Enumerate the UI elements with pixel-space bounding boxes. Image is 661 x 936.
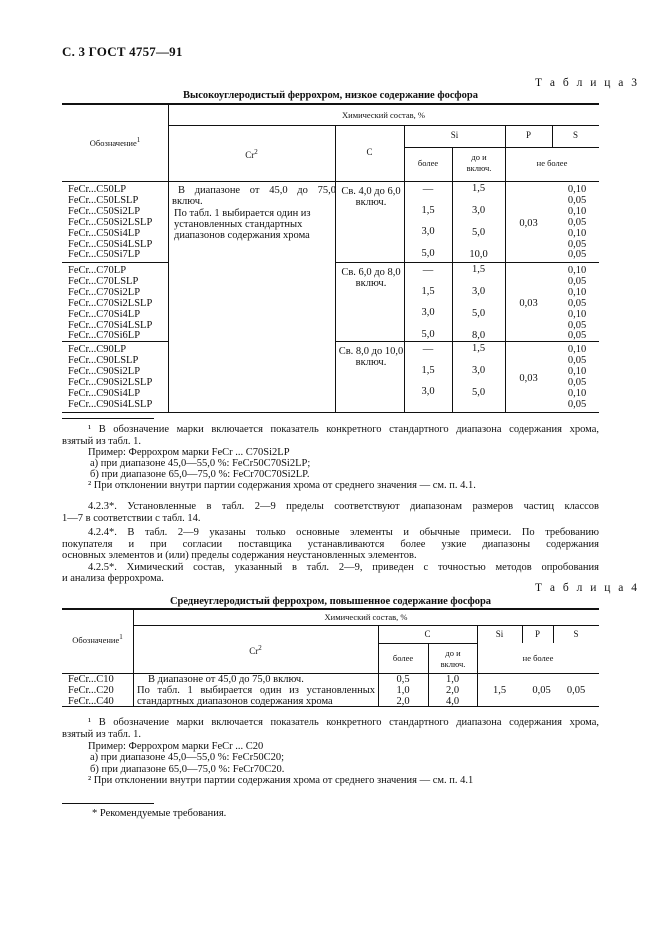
footnote-text: Пример: Феррохром марки FeCr ... C20 (88, 741, 264, 752)
grade-designation: FeCr...C70Si2LP (68, 286, 141, 298)
grade-designation: FeCr...C50LSLP (68, 194, 139, 206)
c-range: включ. (355, 197, 387, 208)
p-value: 0,03 (519, 217, 538, 229)
si-more: — (422, 344, 434, 355)
footnote-ref: 2 (254, 148, 258, 156)
footnote-text: взятый из табл. 1. (62, 729, 142, 740)
paragraph-line: покупателя и при согласии поставщика устанавливаются более узкие диапазоны содержания (62, 539, 599, 550)
s-value: 0,05 (567, 319, 587, 331)
c-upto: 4,0 (445, 696, 460, 707)
cr-range-text: В диапазоне от 45,0 до 75,0 включ. (148, 674, 304, 685)
bottom-note: * Рекомендуемые требования. (92, 808, 227, 819)
grade-designation: FeCr...C70Si4LP (68, 308, 141, 320)
footnote-ref: 1 (136, 136, 141, 144)
si-more: — (422, 265, 434, 276)
grade-designation: FeCr...C70LP (68, 265, 127, 276)
si-more: 5,0 (421, 248, 435, 259)
col-chem-composition: Химический состав, % (324, 612, 408, 622)
col-cr: Cr$^2$ (245, 148, 258, 160)
footnote-text: ² При отклонении внутри партии содержания хрома от среднего значения — см. п. 4.1 (88, 775, 474, 786)
col-si: Si (495, 629, 504, 639)
s-value: 0,05 (567, 275, 587, 287)
table-rule (335, 262, 599, 263)
col-designation: Обозначение$^1$ (89, 136, 141, 148)
si-upto: 3,0 (471, 205, 486, 216)
paragraph-line: 1—7 в соответствии с табл. 14. (62, 513, 201, 524)
table4-title: Среднеуглеродистый феррохром, повышенное содержание фосфора (169, 596, 492, 607)
s-value: 0,05 (566, 685, 586, 696)
cr-range-text: установленных стандартных (174, 219, 303, 230)
si-upto: 5,0 (471, 387, 486, 398)
p-value: 0,05 (532, 685, 551, 696)
cr-range-text: В диапазоне от 45,0 до 75,0 (178, 185, 336, 196)
footnote-ref: 2 (258, 644, 262, 652)
s-value: 0,10 (567, 365, 587, 377)
s-value: 0,10 (567, 308, 587, 320)
col-c: C (424, 629, 431, 639)
c-range: включ. (355, 278, 387, 289)
grade-designation: FeCr...C50Si4LP (68, 227, 141, 239)
si-more: 3,0 (421, 307, 435, 318)
grade-designation: FeCr...C50Si2LSLP (68, 216, 153, 228)
footnote-text: ¹ В обозначение марки включается показатель конкретного стандартного диапазона содержания хрома, (88, 717, 599, 728)
s-value: 0,10 (567, 184, 587, 195)
table4-label: Т а б л и ц а 4 (535, 582, 640, 594)
col-s: S (572, 130, 578, 140)
cr-range-text: По табл. 1 выбирается один из установленных (137, 685, 375, 696)
footnote-text: взятый из табл. 1. (62, 436, 142, 447)
table3-title: Высокоуглеродистый феррохром, низкое содержание фосфора (183, 90, 478, 101)
grade-designation: FeCr...C70LSLP (68, 275, 139, 287)
si-more: 1,5 (421, 365, 435, 376)
cr-range-text: По табл. 1 выбирается один из (174, 208, 311, 219)
c-upto: 2,0 (445, 685, 460, 696)
col-notmore: не более (536, 158, 568, 168)
c-more: 0,5 (396, 674, 410, 685)
page-header: С. 3 ГОСТ 4757—91 (62, 44, 183, 59)
footnote-text: а) при диапазоне 45,0—55,0 %: FeCr50C20; (90, 752, 284, 763)
footnote-text: б) при диапазоне 65,0—75,0 %: FeCr70C20. (90, 764, 285, 775)
s-value: 0,05 (567, 398, 587, 410)
s-value: 0,05 (567, 354, 587, 366)
c-more: 1,0 (396, 685, 410, 696)
grade-designation: FeCr...C90Si4LSLP (68, 398, 153, 410)
s-value: 0,10 (567, 387, 587, 399)
c-range: Св. 8,0 до 10,0 (338, 346, 404, 357)
col-si-more: более (417, 158, 439, 168)
si-more: 1,5 (421, 286, 435, 297)
paragraph-line: и анализа феррохрома. (62, 573, 164, 584)
col-c: C (366, 147, 373, 157)
c-range: Св. 6,0 до 8,0 (341, 267, 401, 278)
col-chem-composition: Химический состав, % (342, 110, 425, 120)
s-value: 0,05 (567, 216, 587, 228)
grade-designation: FeCr...C70Si2LSLP (68, 297, 153, 309)
s-value: 0,05 (567, 376, 587, 388)
si-more: — (422, 184, 434, 195)
si-upto: 1,5 (471, 343, 486, 354)
grade-designation: FeCr...C90Si4LP (68, 387, 141, 399)
table3-header-rule (62, 181, 599, 182)
footnote-divider (62, 803, 154, 804)
grade-designation: FeCr...C90Si2LSLP (68, 376, 153, 388)
cr-range-text: диапазонов содержания хрома (174, 230, 310, 241)
col-designation: Обозначение$^1$ (72, 633, 123, 645)
col-si: Si (450, 130, 459, 140)
footnote-text: Пример: Феррохром марки FeCr ... C70Si2LP (88, 447, 290, 458)
table-rule (133, 625, 599, 626)
s-value: 0,10 (567, 344, 587, 355)
table3-top-rule (62, 103, 599, 105)
grade-designation: FeCr...C90LP (68, 344, 127, 355)
s-value: 0,05 (567, 194, 587, 206)
si-more: 3,0 (421, 386, 435, 397)
grade-designation: FeCr...C90Si2LP (68, 365, 141, 377)
cr-range-text: стандартных диапазонов содержания хрома (137, 696, 333, 707)
footnote-ref: 1 (119, 633, 123, 641)
si-more: 3,0 (421, 226, 435, 237)
col-p: P (534, 629, 540, 639)
paragraph-line: 4.2.3*. Установленные в табл. 2—9 пределы соответствуют диапазонам размеров частиц классов (88, 501, 599, 512)
si-value: 1,5 (492, 685, 507, 696)
s-value: 0,05 (567, 249, 587, 261)
grade-designation: FeCr...C70Si6LP (68, 330, 141, 342)
footnote-text: б) при диапазоне 65,0—75,0 %: FeCr70C70Si2LP. (90, 469, 310, 480)
paragraph-line: 4.2.4*. В табл. 2—9 указаны только основные элементы и обычные примеси. По требованию (88, 527, 599, 538)
s-value: 0,10 (567, 265, 587, 276)
si-upto: 3,0 (471, 365, 486, 376)
c-upto: 1,0 (445, 674, 460, 685)
si-upto: 1,5 (471, 183, 486, 194)
p-value: 0,03 (519, 297, 538, 309)
table-rule (335, 125, 336, 413)
si-upto: 1,5 (471, 264, 486, 275)
cr-range-text: включ. (172, 196, 203, 207)
si-upto: 5,0 (471, 308, 486, 319)
s-value: 0,05 (567, 238, 587, 250)
table3-bottom-rule (62, 412, 599, 413)
col-si-upto: до и включ. (466, 152, 492, 173)
si-more: 5,0 (421, 329, 435, 340)
table-rule (404, 147, 599, 148)
grade-designation: FeCr...C90LSLP (68, 354, 139, 366)
si-upto: 3,0 (471, 286, 486, 297)
table-rule (168, 125, 599, 126)
grade-designation: FeCr...C50LP (68, 184, 127, 195)
col-p: P (525, 130, 531, 140)
col-cr: Cr$^2$ (249, 644, 262, 656)
col-s: S (573, 629, 579, 639)
p-value: 0,03 (519, 373, 538, 384)
s-value: 0,05 (567, 330, 587, 342)
table4-top-rule (62, 608, 599, 610)
table3-label: Т а б л и ц а 3 (535, 77, 640, 89)
table4-header-rule (62, 673, 599, 674)
si-upto: 5,0 (471, 227, 486, 238)
s-value: 0,10 (567, 205, 587, 217)
grade-designation: FeCr...C50Si7LP (68, 249, 141, 261)
grade-designation: FeCr...C70Si4LSLP (68, 319, 153, 331)
footnote-divider (62, 418, 154, 419)
si-more: 1,5 (421, 205, 435, 216)
footnote-text: ¹ В обозначение марки включается показатель конкретного стандартного диапазона содержания хрома, (88, 424, 599, 435)
paragraph-line: 4.2.5*. Химический состав, указанный в табл. 2—9, приведен с точностью методов опробования (88, 562, 599, 573)
grade-designation: FeCr...C10 (68, 674, 114, 685)
s-value: 0,10 (567, 286, 587, 298)
si-upto: 10,0 (469, 249, 488, 260)
col-c-upto: до и включ. (440, 648, 466, 669)
footnote-text: ² При отклонении внутри партии содержания хрома от среднего значения — см. п. 4.1. (88, 480, 476, 491)
si-upto: 8,0 (471, 330, 486, 341)
s-value: 0,05 (567, 297, 587, 309)
col-c-more: более (392, 653, 414, 663)
grade-designation: FeCr...C50Si2LP (68, 205, 141, 217)
footnote-text: а) при диапазоне 45,0—55,0 %: FeCr50C70Si2LP; (90, 458, 311, 469)
grade-designation: FeCr...C40 (68, 696, 114, 707)
s-value: 0,10 (567, 227, 587, 239)
grade-designation: FeCr...C50Si4LSLP (68, 238, 153, 250)
grade-designation: FeCr...C20 (68, 685, 114, 696)
table-rule (62, 262, 168, 263)
c-range: включ. (355, 357, 387, 368)
c-range: Св. 4,0 до 6,0 (341, 186, 401, 197)
col-notmore: не более (522, 653, 554, 663)
c-more: 2,0 (396, 696, 410, 707)
paragraph-line: основных элементов и (или) пределы содержания неустановленных элементов. (62, 550, 417, 561)
